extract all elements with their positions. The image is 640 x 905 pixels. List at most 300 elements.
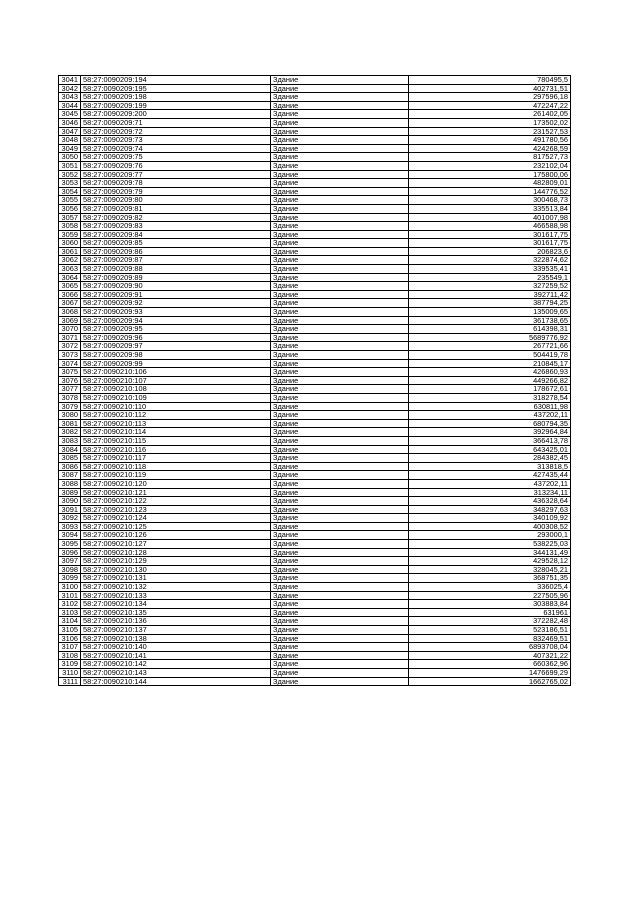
table-row (59, 557, 571, 566)
row-number-cell: 3066 (59, 290, 81, 299)
table-row (59, 256, 571, 265)
row-number-cell: 3047 (59, 127, 81, 136)
cadastral-number-cell: 58:27:0090209:99 (81, 359, 271, 368)
cadastral-value-cell: 322874,62 (409, 256, 571, 265)
object-type-cell: Здание (271, 677, 409, 686)
table-row (59, 445, 571, 454)
table-row (59, 617, 571, 626)
cadastral-value-cell: 327259,52 (409, 282, 571, 291)
cadastral-value-cell: 538225,03 (409, 540, 571, 549)
object-type-cell: Здание (271, 634, 409, 643)
cadastral-number-cell: 58:27:0090209:198 (81, 93, 271, 102)
object-type-cell: Здание (271, 505, 409, 514)
table-row (59, 179, 571, 188)
cadastral-value-cell: 178672,61 (409, 385, 571, 394)
cadastral-value-cell: 630811,98 (409, 402, 571, 411)
row-number-cell: 3073 (59, 351, 81, 360)
object-type-cell: Здание (271, 497, 409, 506)
object-type-cell: Здание (271, 247, 409, 256)
cadastral-number-cell: 58:27:0090210:125 (81, 522, 271, 531)
row-number-cell: 3088 (59, 479, 81, 488)
row-number-cell: 3054 (59, 187, 81, 196)
table-row (59, 634, 571, 643)
row-number-cell: 3058 (59, 222, 81, 231)
table-row (59, 299, 571, 308)
object-type-cell: Здание (271, 583, 409, 592)
object-type-cell: Здание (271, 479, 409, 488)
cadastral-value-cell: 832469,51 (409, 634, 571, 643)
object-type-cell: Здание (271, 445, 409, 454)
object-type-cell: Здание (271, 411, 409, 420)
cadastral-value-cell: 643425,01 (409, 445, 571, 454)
row-number-cell: 3042 (59, 84, 81, 93)
table-row (59, 454, 571, 463)
row-number-cell: 3074 (59, 359, 81, 368)
table-row (59, 462, 571, 471)
table-row (59, 651, 571, 660)
table-row (59, 153, 571, 162)
table-row (59, 213, 571, 222)
object-type-cell: Здание (271, 608, 409, 617)
table-row (59, 600, 571, 609)
table-row (59, 196, 571, 205)
cadastral-value-cell: 361738,65 (409, 316, 571, 325)
row-number-cell: 3067 (59, 299, 81, 308)
row-number-cell: 3057 (59, 213, 81, 222)
object-type-cell: Здание (271, 93, 409, 102)
cadastral-number-cell: 58:27:0090210:116 (81, 445, 271, 454)
row-number-cell: 3093 (59, 522, 81, 531)
cadastral-number-cell: 58:27:0090210:123 (81, 505, 271, 514)
object-type-cell: Здание (271, 213, 409, 222)
object-type-cell: Здание (271, 359, 409, 368)
object-type-cell: Здание (271, 282, 409, 291)
table-row (59, 76, 571, 85)
object-type-cell: Здание (271, 256, 409, 265)
table-row (59, 187, 571, 196)
table-row (59, 204, 571, 213)
table-row (59, 282, 571, 291)
row-number-cell: 3110 (59, 668, 81, 677)
table-row (59, 265, 571, 274)
cadastral-value-cell: 466588,98 (409, 222, 571, 231)
object-type-cell: Здание (271, 462, 409, 471)
cadastral-number-cell: 58:27:0090210:112 (81, 411, 271, 420)
cadastral-number-cell: 58:27:0090210:121 (81, 488, 271, 497)
object-type-cell: Здание (271, 308, 409, 317)
object-type-cell: Здание (271, 488, 409, 497)
table-row (59, 385, 571, 394)
table-row (59, 488, 571, 497)
row-number-cell: 3055 (59, 196, 81, 205)
cadastral-value-cell: 301617,75 (409, 230, 571, 239)
cadastral-value-cell: 300468,73 (409, 196, 571, 205)
table-row (59, 118, 571, 127)
row-number-cell: 3065 (59, 282, 81, 291)
row-number-cell: 3046 (59, 118, 81, 127)
object-type-cell: Здание (271, 127, 409, 136)
cadastral-number-cell: 58:27:0090209:93 (81, 308, 271, 317)
table-row (59, 359, 571, 368)
cadastral-number-cell: 58:27:0090210:113 (81, 419, 271, 428)
object-type-cell: Здание (271, 170, 409, 179)
cadastral-number-cell: 58:27:0090210:132 (81, 583, 271, 592)
table-row (59, 514, 571, 523)
object-type-cell: Здание (271, 651, 409, 660)
cadastral-number-cell: 58:27:0090209:95 (81, 325, 271, 334)
cadastral-value-cell: 301617,75 (409, 239, 571, 248)
cadastral-number-cell: 58:27:0090209:194 (81, 76, 271, 85)
cadastral-value-cell: 400308,52 (409, 522, 571, 531)
cadastral-number-cell: 58:27:0090209:90 (81, 282, 271, 291)
cadastral-value-cell: 313818,5 (409, 462, 571, 471)
object-type-cell: Здание (271, 643, 409, 652)
row-number-cell: 3097 (59, 557, 81, 566)
cadastral-value-cell: 336025,4 (409, 583, 571, 592)
table-row (59, 419, 571, 428)
object-type-cell: Здание (271, 187, 409, 196)
cadastral-value-table (58, 75, 571, 686)
row-number-cell: 3045 (59, 110, 81, 119)
cadastral-value-cell: 429528,12 (409, 557, 571, 566)
table-row (59, 170, 571, 179)
cadastral-value-cell: 144776,52 (409, 187, 571, 196)
cadastral-value-cell: 402731,51 (409, 84, 571, 93)
row-number-cell: 3105 (59, 626, 81, 635)
row-number-cell: 3077 (59, 385, 81, 394)
row-number-cell: 3051 (59, 161, 81, 170)
cadastral-value-cell: 284382,45 (409, 454, 571, 463)
cadastral-value-cell: 227505,96 (409, 591, 571, 600)
cadastral-number-cell: 58:27:0090210:114 (81, 428, 271, 437)
table-row (59, 411, 571, 420)
row-number-cell: 3041 (59, 76, 81, 85)
object-type-cell: Здание (271, 342, 409, 351)
cadastral-value-cell: 210845,17 (409, 359, 571, 368)
cadastral-number-cell: 58:27:0090209:80 (81, 196, 271, 205)
object-type-cell: Здание (271, 376, 409, 385)
object-type-cell: Здание (271, 179, 409, 188)
table-row (59, 222, 571, 231)
table-body (59, 76, 571, 686)
table-row (59, 583, 571, 592)
cadastral-number-cell: 58:27:0090209:94 (81, 316, 271, 325)
table-row (59, 402, 571, 411)
object-type-cell: Здание (271, 557, 409, 566)
table-row (59, 127, 571, 136)
cadastral-number-cell: 58:27:0090209:98 (81, 351, 271, 360)
cadastral-value-cell: 5689776,92 (409, 333, 571, 342)
row-number-cell: 3111 (59, 677, 81, 686)
cadastral-number-cell: 58:27:0090209:73 (81, 136, 271, 145)
row-number-cell: 3104 (59, 617, 81, 626)
table-row (59, 428, 571, 437)
cadastral-number-cell: 58:27:0090210:136 (81, 617, 271, 626)
cadastral-number-cell: 58:27:0090210:133 (81, 591, 271, 600)
object-type-cell: Здание (271, 351, 409, 360)
row-number-cell: 3083 (59, 436, 81, 445)
row-number-cell: 3092 (59, 514, 81, 523)
object-type-cell: Здание (271, 101, 409, 110)
object-type-cell: Здание (271, 290, 409, 299)
object-type-cell: Здание (271, 668, 409, 677)
object-type-cell: Здание (271, 531, 409, 540)
cadastral-value-cell: 387794,25 (409, 299, 571, 308)
object-type-cell: Здание (271, 222, 409, 231)
table-row (59, 144, 571, 153)
object-type-cell: Здание (271, 333, 409, 342)
row-number-cell: 3079 (59, 402, 81, 411)
cadastral-number-cell: 58:27:0090209:78 (81, 179, 271, 188)
row-number-cell: 3078 (59, 393, 81, 402)
row-number-cell: 3071 (59, 333, 81, 342)
object-type-cell: Здание (271, 325, 409, 334)
object-type-cell: Здание (271, 204, 409, 213)
object-type-cell: Здание (271, 144, 409, 153)
object-type-cell: Здание (271, 428, 409, 437)
cadastral-value-cell: 504419,78 (409, 351, 571, 360)
row-number-cell: 3048 (59, 136, 81, 145)
object-type-cell: Здание (271, 316, 409, 325)
cadastral-value-cell: 231527,53 (409, 127, 571, 136)
object-type-cell: Здание (271, 153, 409, 162)
row-number-cell: 3102 (59, 600, 81, 609)
row-number-cell: 3059 (59, 230, 81, 239)
table-row (59, 93, 571, 102)
row-number-cell: 3069 (59, 316, 81, 325)
row-number-cell: 3061 (59, 247, 81, 256)
cadastral-value-cell: 424268,59 (409, 144, 571, 153)
row-number-cell: 3091 (59, 505, 81, 514)
table-row (59, 574, 571, 583)
object-type-cell: Здание (271, 660, 409, 669)
object-type-cell: Здание (271, 299, 409, 308)
row-number-cell: 3070 (59, 325, 81, 334)
cadastral-number-cell: 58:27:0090210:140 (81, 643, 271, 652)
cadastral-number-cell: 58:27:0090210:143 (81, 668, 271, 677)
object-type-cell: Здание (271, 402, 409, 411)
object-type-cell: Здание (271, 385, 409, 394)
table-row (59, 548, 571, 557)
table-row (59, 325, 571, 334)
object-type-cell: Здание (271, 514, 409, 523)
cadastral-number-cell: 58:27:0090210:128 (81, 548, 271, 557)
cadastral-value-cell: 426860,93 (409, 368, 571, 377)
cadastral-value-cell: 293000,1 (409, 531, 571, 540)
cadastral-value-cell: 175800,06 (409, 170, 571, 179)
cadastral-number-cell: 58:27:0090209:199 (81, 101, 271, 110)
row-number-cell: 3098 (59, 565, 81, 574)
table-row (59, 668, 571, 677)
cadastral-value-cell: 491780,56 (409, 136, 571, 145)
cadastral-number-cell: 58:27:0090209:71 (81, 118, 271, 127)
cadastral-value-cell: 680794,35 (409, 419, 571, 428)
row-number-cell: 3060 (59, 239, 81, 248)
cadastral-number-cell: 58:27:0090209:85 (81, 239, 271, 248)
cadastral-number-cell: 58:27:0090209:86 (81, 247, 271, 256)
cadastral-value-cell: 339535,41 (409, 265, 571, 274)
table-row (59, 393, 571, 402)
row-number-cell: 3062 (59, 256, 81, 265)
cadastral-value-cell: 135009,65 (409, 308, 571, 317)
cadastral-number-cell: 58:27:0090209:74 (81, 144, 271, 153)
cadastral-value-cell: 427435,44 (409, 471, 571, 480)
cadastral-number-cell: 58:27:0090210:138 (81, 634, 271, 643)
cadastral-number-cell: 58:27:0090209:97 (81, 342, 271, 351)
table-row (59, 316, 571, 325)
table-row (59, 136, 571, 145)
cadastral-number-cell: 58:27:0090209:91 (81, 290, 271, 299)
cadastral-value-cell: 368751,35 (409, 574, 571, 583)
row-number-cell: 3089 (59, 488, 81, 497)
table-row (59, 531, 571, 540)
table-row (59, 308, 571, 317)
table-row (59, 626, 571, 635)
cadastral-value-cell: 313234,11 (409, 488, 571, 497)
cadastral-number-cell: 58:27:0090210:124 (81, 514, 271, 523)
table-row (59, 522, 571, 531)
table-row (59, 660, 571, 669)
cadastral-number-cell: 58:27:0090209:76 (81, 161, 271, 170)
cadastral-number-cell: 58:27:0090209:79 (81, 187, 271, 196)
cadastral-number-cell: 58:27:0090209:87 (81, 256, 271, 265)
cadastral-value-cell: 318278,54 (409, 393, 571, 402)
cadastral-value-cell: 335513,84 (409, 204, 571, 213)
cadastral-number-cell: 58:27:0090210:129 (81, 557, 271, 566)
table-row (59, 273, 571, 282)
object-type-cell: Здание (271, 565, 409, 574)
cadastral-number-cell: 58:27:0090209:200 (81, 110, 271, 119)
cadastral-number-cell: 58:27:0090210:142 (81, 660, 271, 669)
cadastral-number-cell: 58:27:0090210:130 (81, 565, 271, 574)
table-row (59, 84, 571, 93)
cadastral-number-cell: 58:27:0090210:119 (81, 471, 271, 480)
row-number-cell: 3100 (59, 583, 81, 592)
table-row (59, 101, 571, 110)
object-type-cell: Здание (271, 393, 409, 402)
cadastral-value-cell: 392964,84 (409, 428, 571, 437)
object-type-cell: Здание (271, 626, 409, 635)
cadastral-number-cell: 58:27:0090210:135 (81, 608, 271, 617)
row-number-cell: 3068 (59, 308, 81, 317)
table-row (59, 247, 571, 256)
row-number-cell: 3094 (59, 531, 81, 540)
cadastral-value-cell: 303883,84 (409, 600, 571, 609)
object-type-cell: Здание (271, 239, 409, 248)
table-row (59, 608, 571, 617)
cadastral-number-cell: 58:27:0090210:126 (81, 531, 271, 540)
row-number-cell: 3075 (59, 368, 81, 377)
row-number-cell: 3108 (59, 651, 81, 660)
cadastral-value-cell: 437202,11 (409, 479, 571, 488)
table-row (59, 333, 571, 342)
table-row (59, 540, 571, 549)
table-row (59, 471, 571, 480)
row-number-cell: 3044 (59, 101, 81, 110)
cadastral-number-cell: 58:27:0090209:82 (81, 213, 271, 222)
cadastral-value-cell: 523186,51 (409, 626, 571, 635)
cadastral-number-cell: 58:27:0090209:195 (81, 84, 271, 93)
object-type-cell: Здание (271, 471, 409, 480)
cadastral-value-cell: 817527,73 (409, 153, 571, 162)
row-number-cell: 3086 (59, 462, 81, 471)
object-type-cell: Здание (271, 136, 409, 145)
table-row (59, 110, 571, 119)
cadastral-number-cell: 58:27:0090210:122 (81, 497, 271, 506)
object-type-cell: Здание (271, 265, 409, 274)
row-number-cell: 3049 (59, 144, 81, 153)
object-type-cell: Здание (271, 196, 409, 205)
row-number-cell: 3050 (59, 153, 81, 162)
object-type-cell: Здание (271, 84, 409, 93)
row-number-cell: 3103 (59, 608, 81, 617)
cadastral-number-cell: 58:27:0090210:134 (81, 600, 271, 609)
table-row (59, 505, 571, 514)
cadastral-value-cell: 344131,49 (409, 548, 571, 557)
cadastral-value-cell: 407321,22 (409, 651, 571, 660)
row-number-cell: 3085 (59, 454, 81, 463)
row-number-cell: 3109 (59, 660, 81, 669)
cadastral-value-cell: 437202,11 (409, 411, 571, 420)
object-type-cell: Здание (271, 110, 409, 119)
cadastral-number-cell: 58:27:0090210:141 (81, 651, 271, 660)
cadastral-value-cell: 614398,31 (409, 325, 571, 334)
row-number-cell: 3063 (59, 265, 81, 274)
cadastral-value-cell: 1476699,29 (409, 668, 571, 677)
row-number-cell: 3106 (59, 634, 81, 643)
object-type-cell: Здание (271, 540, 409, 549)
cadastral-number-cell: 58:27:0090209:81 (81, 204, 271, 213)
cadastral-value-cell: 261402,05 (409, 110, 571, 119)
row-number-cell: 3053 (59, 179, 81, 188)
cadastral-number-cell: 58:27:0090210:107 (81, 376, 271, 385)
cadastral-number-cell: 58:27:0090209:89 (81, 273, 271, 282)
row-number-cell: 3072 (59, 342, 81, 351)
table-row (59, 368, 571, 377)
object-type-cell: Здание (271, 161, 409, 170)
cadastral-number-cell: 58:27:0090210:115 (81, 436, 271, 445)
object-type-cell: Здание (271, 591, 409, 600)
row-number-cell: 3107 (59, 643, 81, 652)
object-type-cell: Здание (271, 548, 409, 557)
object-type-cell: Здание (271, 368, 409, 377)
cadastral-value-cell: 449266,82 (409, 376, 571, 385)
row-number-cell: 3082 (59, 428, 81, 437)
row-number-cell: 3095 (59, 540, 81, 549)
cadastral-value-cell: 340109,92 (409, 514, 571, 523)
object-type-cell: Здание (271, 118, 409, 127)
cadastral-value-cell: 6893708,04 (409, 643, 571, 652)
object-type-cell: Здание (271, 76, 409, 85)
row-number-cell: 3081 (59, 419, 81, 428)
object-type-cell: Здание (271, 617, 409, 626)
object-type-cell: Здание (271, 230, 409, 239)
cadastral-value-cell: 328045,21 (409, 565, 571, 574)
row-number-cell: 3056 (59, 204, 81, 213)
row-number-cell: 3064 (59, 273, 81, 282)
cadastral-value-cell: 297596,18 (409, 93, 571, 102)
table-row (59, 290, 571, 299)
cadastral-number-cell: 58:27:0090210:131 (81, 574, 271, 583)
cadastral-value-cell: 173502,02 (409, 118, 571, 127)
row-number-cell: 3052 (59, 170, 81, 179)
cadastral-number-cell: 58:27:0090210:118 (81, 462, 271, 471)
table-row (59, 591, 571, 600)
cadastral-number-cell: 58:27:0090209:77 (81, 170, 271, 179)
table-row (59, 342, 571, 351)
cadastral-value-cell: 267721,66 (409, 342, 571, 351)
table-row (59, 351, 571, 360)
